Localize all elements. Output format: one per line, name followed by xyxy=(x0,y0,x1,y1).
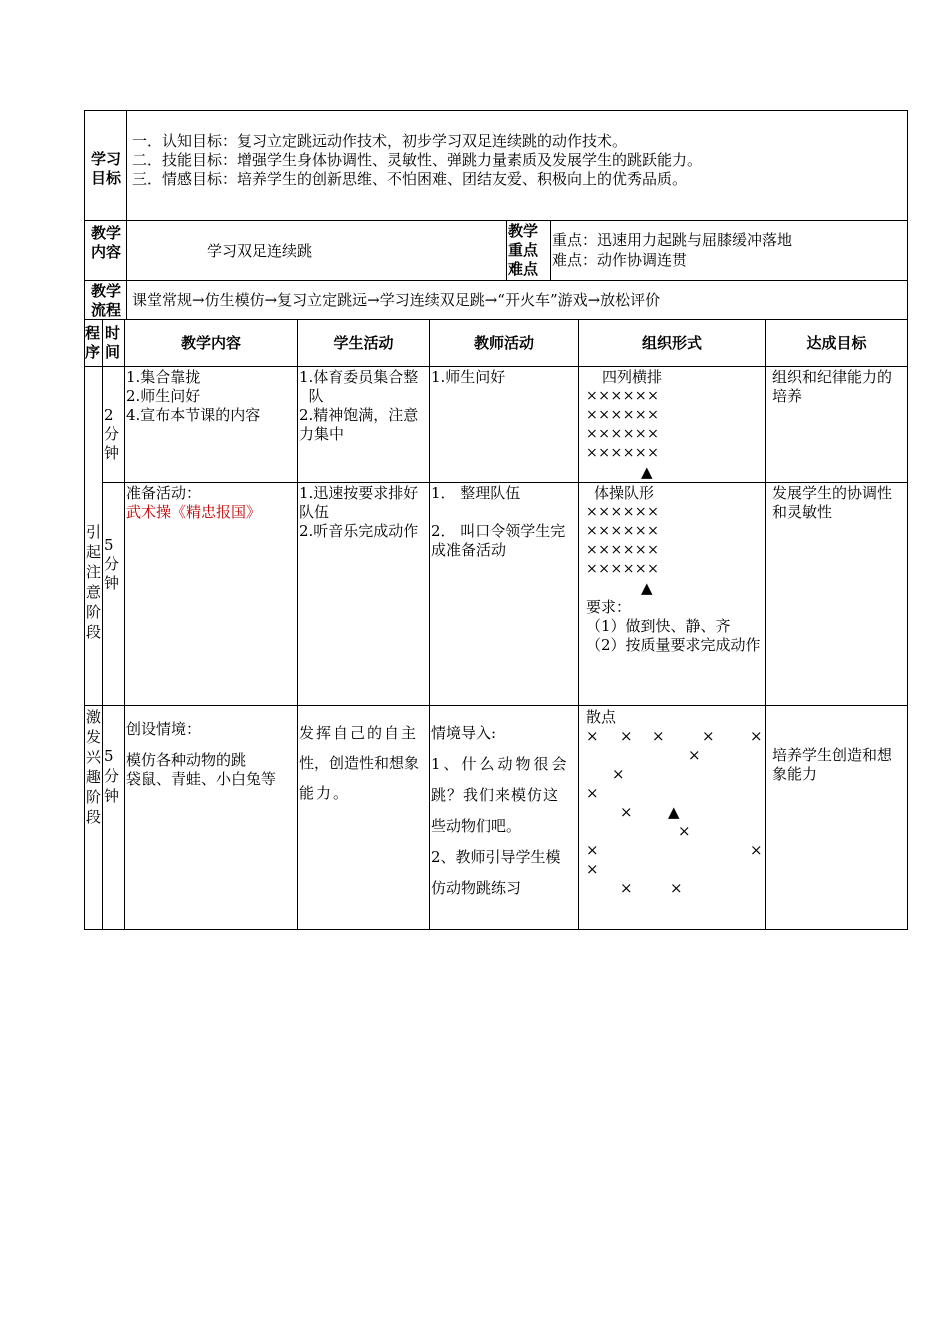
col-divider xyxy=(297,319,298,929)
scatter-mark: × xyxy=(612,765,625,783)
stage1-name-char: 起 xyxy=(86,543,102,561)
row2-time-char: 钟 xyxy=(104,574,120,592)
stage2-teacher-line: 跳？我们来模仿这 xyxy=(431,786,560,804)
row1-target xyxy=(772,368,892,406)
row1-content-line: 4.宣布本节课的内容 xyxy=(126,406,261,424)
content-label xyxy=(91,224,121,262)
content-text: 学习双足连续跳 xyxy=(207,242,313,260)
row2-target-line: 发展学生的协调性 xyxy=(772,484,893,502)
stage2-content-line: 模仿各种动物的跳 xyxy=(126,751,247,769)
table-border-bottom xyxy=(84,929,908,930)
row1-student-line: 2.精神饱满，注意 xyxy=(299,406,419,424)
scatter-mark: × xyxy=(620,879,633,897)
scatter-mark: × xyxy=(670,879,683,897)
scatter-mark: × xyxy=(586,860,599,878)
row1-teacher-line: 1.师生问好 xyxy=(431,368,506,386)
stage2-target-line: 象能力 xyxy=(772,765,818,783)
header-student-activity: 学生活动 xyxy=(333,334,394,352)
scatter-mark: × xyxy=(750,841,763,859)
row2-student-line: 队伍 xyxy=(299,503,330,521)
row-divider xyxy=(84,220,908,221)
header-organization: 组织形式 xyxy=(641,334,702,352)
row2-time-char: 5 xyxy=(104,536,114,554)
flow-label xyxy=(91,282,121,320)
scatter-mark: × xyxy=(688,746,701,764)
key-label-line: 教学 xyxy=(508,222,539,240)
scatter-mark: × xyxy=(702,727,715,745)
row2-org-formation-row: ×××××× xyxy=(586,504,660,520)
stage2-target-line: 培养学生创造和想 xyxy=(772,746,893,764)
col-divider xyxy=(102,319,103,929)
goal-item: 二．技能目标：增强学生身体协调性、灵敏性、弹跳力量素质及发展学生的跳跃能力。 xyxy=(132,151,703,169)
row2-teacher-line: 1． 整理队伍 xyxy=(431,484,521,502)
stage2-teacher-line: 2、教师引导学生模 xyxy=(431,848,561,866)
stage2-target xyxy=(772,746,892,784)
row2-organization xyxy=(586,484,761,655)
goals-list xyxy=(132,132,702,189)
key-points-label xyxy=(508,222,538,279)
table-border-right xyxy=(907,110,908,930)
stage1-name-char: 意 xyxy=(86,583,102,601)
content-label-line: 教学 xyxy=(91,224,122,242)
row1-target-line: 组织和纪律能力的 xyxy=(772,368,893,386)
row1-org-formation-row: ×××××× xyxy=(586,407,660,423)
header-procedure-char: 序 xyxy=(85,343,101,361)
row2-teacher xyxy=(431,484,565,560)
header-procedure-char: 程 xyxy=(85,324,101,342)
header-time-char: 时 xyxy=(105,324,121,342)
teacher-position-icon: ▲ xyxy=(668,803,680,821)
row2-org-formation-row: ×××××× xyxy=(586,542,660,558)
row-divider xyxy=(102,482,908,483)
stage2-teacher-line: 些动物们吧。 xyxy=(431,817,522,835)
row2-org-requirement: （1）做到快、静、齐 xyxy=(586,617,731,635)
row1-content xyxy=(126,368,260,425)
scatter-mark: × xyxy=(620,803,633,821)
row2-org-requirement: （2）按质量要求完成动作 xyxy=(586,636,761,654)
row2-student xyxy=(299,484,418,541)
stage2-teacher xyxy=(431,718,570,904)
scatter-mark: × xyxy=(678,822,691,840)
row1-content-line: 2.师生问好 xyxy=(126,387,201,405)
row2-org-formation-row: ×××××× xyxy=(586,561,660,577)
row1-org-formation-row: ×××××× xyxy=(586,426,660,442)
row2-target-line: 和灵敏性 xyxy=(772,503,833,521)
goal-item: 三．情感目标：培养学生的创新思维、不怕困难、团结友爱、积极向上的优秀品质。 xyxy=(132,170,688,188)
row1-student-line: 队 xyxy=(299,387,324,405)
col-divider xyxy=(506,220,507,280)
stage2-time-char: 钟 xyxy=(104,787,120,805)
row1-time-char: 钟 xyxy=(104,444,120,462)
col-divider xyxy=(429,319,430,929)
row2-teacher-line xyxy=(431,503,565,522)
row2-teacher-line: 成准备活动 xyxy=(431,541,507,559)
flow-text: 课堂常规→仿生模仿→复习立定跳远→学习连续双足跳→“开火车”游戏→放松评价 xyxy=(132,291,661,309)
col-divider xyxy=(578,319,579,929)
stage2-teacher-line: 1、什么动物很会 xyxy=(431,755,570,773)
row1-content-line: 1.集合靠拢 xyxy=(126,368,201,386)
header-teacher-activity: 教师活动 xyxy=(473,334,534,352)
goals-label xyxy=(91,150,121,188)
goal-item: 一．认知目标：复习立定跳远动作技术，初步学习双足连续跳的动作技术。 xyxy=(132,132,628,150)
stage2-name-char: 发 xyxy=(86,728,102,746)
scatter-mark: × xyxy=(586,841,599,859)
row2-teacher-line: 2． 叫口令领学生完 xyxy=(431,522,566,540)
row-divider xyxy=(84,280,908,281)
teacher-position-icon: ▲ xyxy=(641,579,653,597)
stage2-student xyxy=(299,718,419,808)
row1-student-line: 1.体育委员集合整 xyxy=(299,368,419,386)
content-label-line: 内容 xyxy=(91,243,122,261)
stage1-name-char: 段 xyxy=(86,623,102,641)
stage2-content-line: 创设情境： xyxy=(126,720,202,738)
stage2-student-line: 性，创造性和想象 xyxy=(299,754,420,772)
stage1-name xyxy=(86,522,101,642)
row1-time xyxy=(104,406,119,463)
row2-content xyxy=(126,484,261,522)
stage2-student-line: 发挥自己的自主 xyxy=(299,724,419,742)
flow-label-line: 教学 xyxy=(91,282,122,300)
row1-student xyxy=(299,368,418,444)
row2-content-title: 准备活动： xyxy=(126,484,202,502)
stage2-content-line: 袋鼠、青蛙、小白兔等 xyxy=(126,770,277,788)
stage2-name-char: 阶 xyxy=(86,788,102,806)
table-border-top xyxy=(84,110,908,111)
row1-student-line: 力集中 xyxy=(299,425,345,443)
col-divider xyxy=(550,220,551,280)
stage2-time-char: 5 xyxy=(104,747,114,765)
key-label-line: 难点 xyxy=(508,260,539,278)
stage1-name-char: 引 xyxy=(86,523,102,541)
row2-time-char: 分 xyxy=(104,555,120,573)
row1-teacher xyxy=(431,368,505,387)
stage2-name xyxy=(86,707,101,827)
stage2-teacher-line: 情境导入: xyxy=(431,724,497,742)
row1-organization xyxy=(586,368,662,482)
row2-target xyxy=(772,484,892,522)
col-divider xyxy=(124,319,125,929)
row2-content-highlight: 武术操《精忠报国》 xyxy=(126,503,262,521)
col-divider xyxy=(126,110,127,319)
row2-time xyxy=(104,536,119,593)
table-border-left xyxy=(84,110,85,930)
row1-target-line: 培养 xyxy=(772,387,803,405)
col-divider xyxy=(765,319,766,929)
stage2-name-char: 段 xyxy=(86,808,102,826)
header-procedure xyxy=(85,324,100,362)
flow-label-line: 流程 xyxy=(91,301,122,319)
stage2-name-char: 兴 xyxy=(86,748,102,766)
header-teaching-content: 教学内容 xyxy=(180,334,241,352)
stage1-name-char: 阶 xyxy=(86,603,102,621)
row1-org-title: 四列横排 xyxy=(602,368,663,386)
stage2-time-char: 分 xyxy=(104,767,120,785)
row1-time-char: 分 xyxy=(104,425,120,443)
scatter-mark: × xyxy=(586,727,599,745)
row2-org-requirement: 要求： xyxy=(586,598,632,616)
stage2-teacher-line: 仿动物跳练习 xyxy=(431,879,522,897)
goals-label-line: 学习 xyxy=(91,150,122,168)
scatter-mark: × xyxy=(586,784,599,802)
header-target: 达成目标 xyxy=(806,334,867,352)
difficulty: 难点：动作协调连贯 xyxy=(552,251,688,269)
goals-label-line: 目标 xyxy=(91,169,122,187)
row1-org-formation-row: ×××××× xyxy=(586,388,660,404)
scatter-mark: × xyxy=(652,727,665,745)
row-divider xyxy=(84,319,908,320)
stage2-content xyxy=(126,720,276,789)
key-point: 重点：迅速用力起跳与屈膝缓冲落地 xyxy=(552,231,793,249)
teacher-position-icon: ▲ xyxy=(641,463,653,481)
row2-student-line: 2.听音乐完成动作 xyxy=(299,522,419,540)
stage2-student-line: 能力。 xyxy=(299,784,351,802)
stage2-time xyxy=(104,746,119,806)
header-time xyxy=(105,324,120,362)
stage2-org-title: 散点 xyxy=(586,708,617,726)
scatter-mark: × xyxy=(620,727,633,745)
key-label-line: 重点 xyxy=(508,241,539,259)
row2-org-title: 体操队形 xyxy=(594,484,655,502)
stage2-name-char: 激 xyxy=(86,708,102,726)
header-time-char: 间 xyxy=(105,343,121,361)
stage2-name-char: 趣 xyxy=(86,768,102,786)
row2-org-formation-row: ×××××× xyxy=(586,523,660,539)
row2-student-line: 1.迅速按要求排好 xyxy=(299,484,419,502)
row1-org-formation-row: ×××××× xyxy=(586,445,660,461)
row1-time-char: 2 xyxy=(104,406,114,424)
scatter-mark: × xyxy=(750,727,763,745)
stage1-name-char: 注 xyxy=(86,563,102,581)
row-divider xyxy=(84,366,908,367)
row-divider xyxy=(84,705,908,706)
